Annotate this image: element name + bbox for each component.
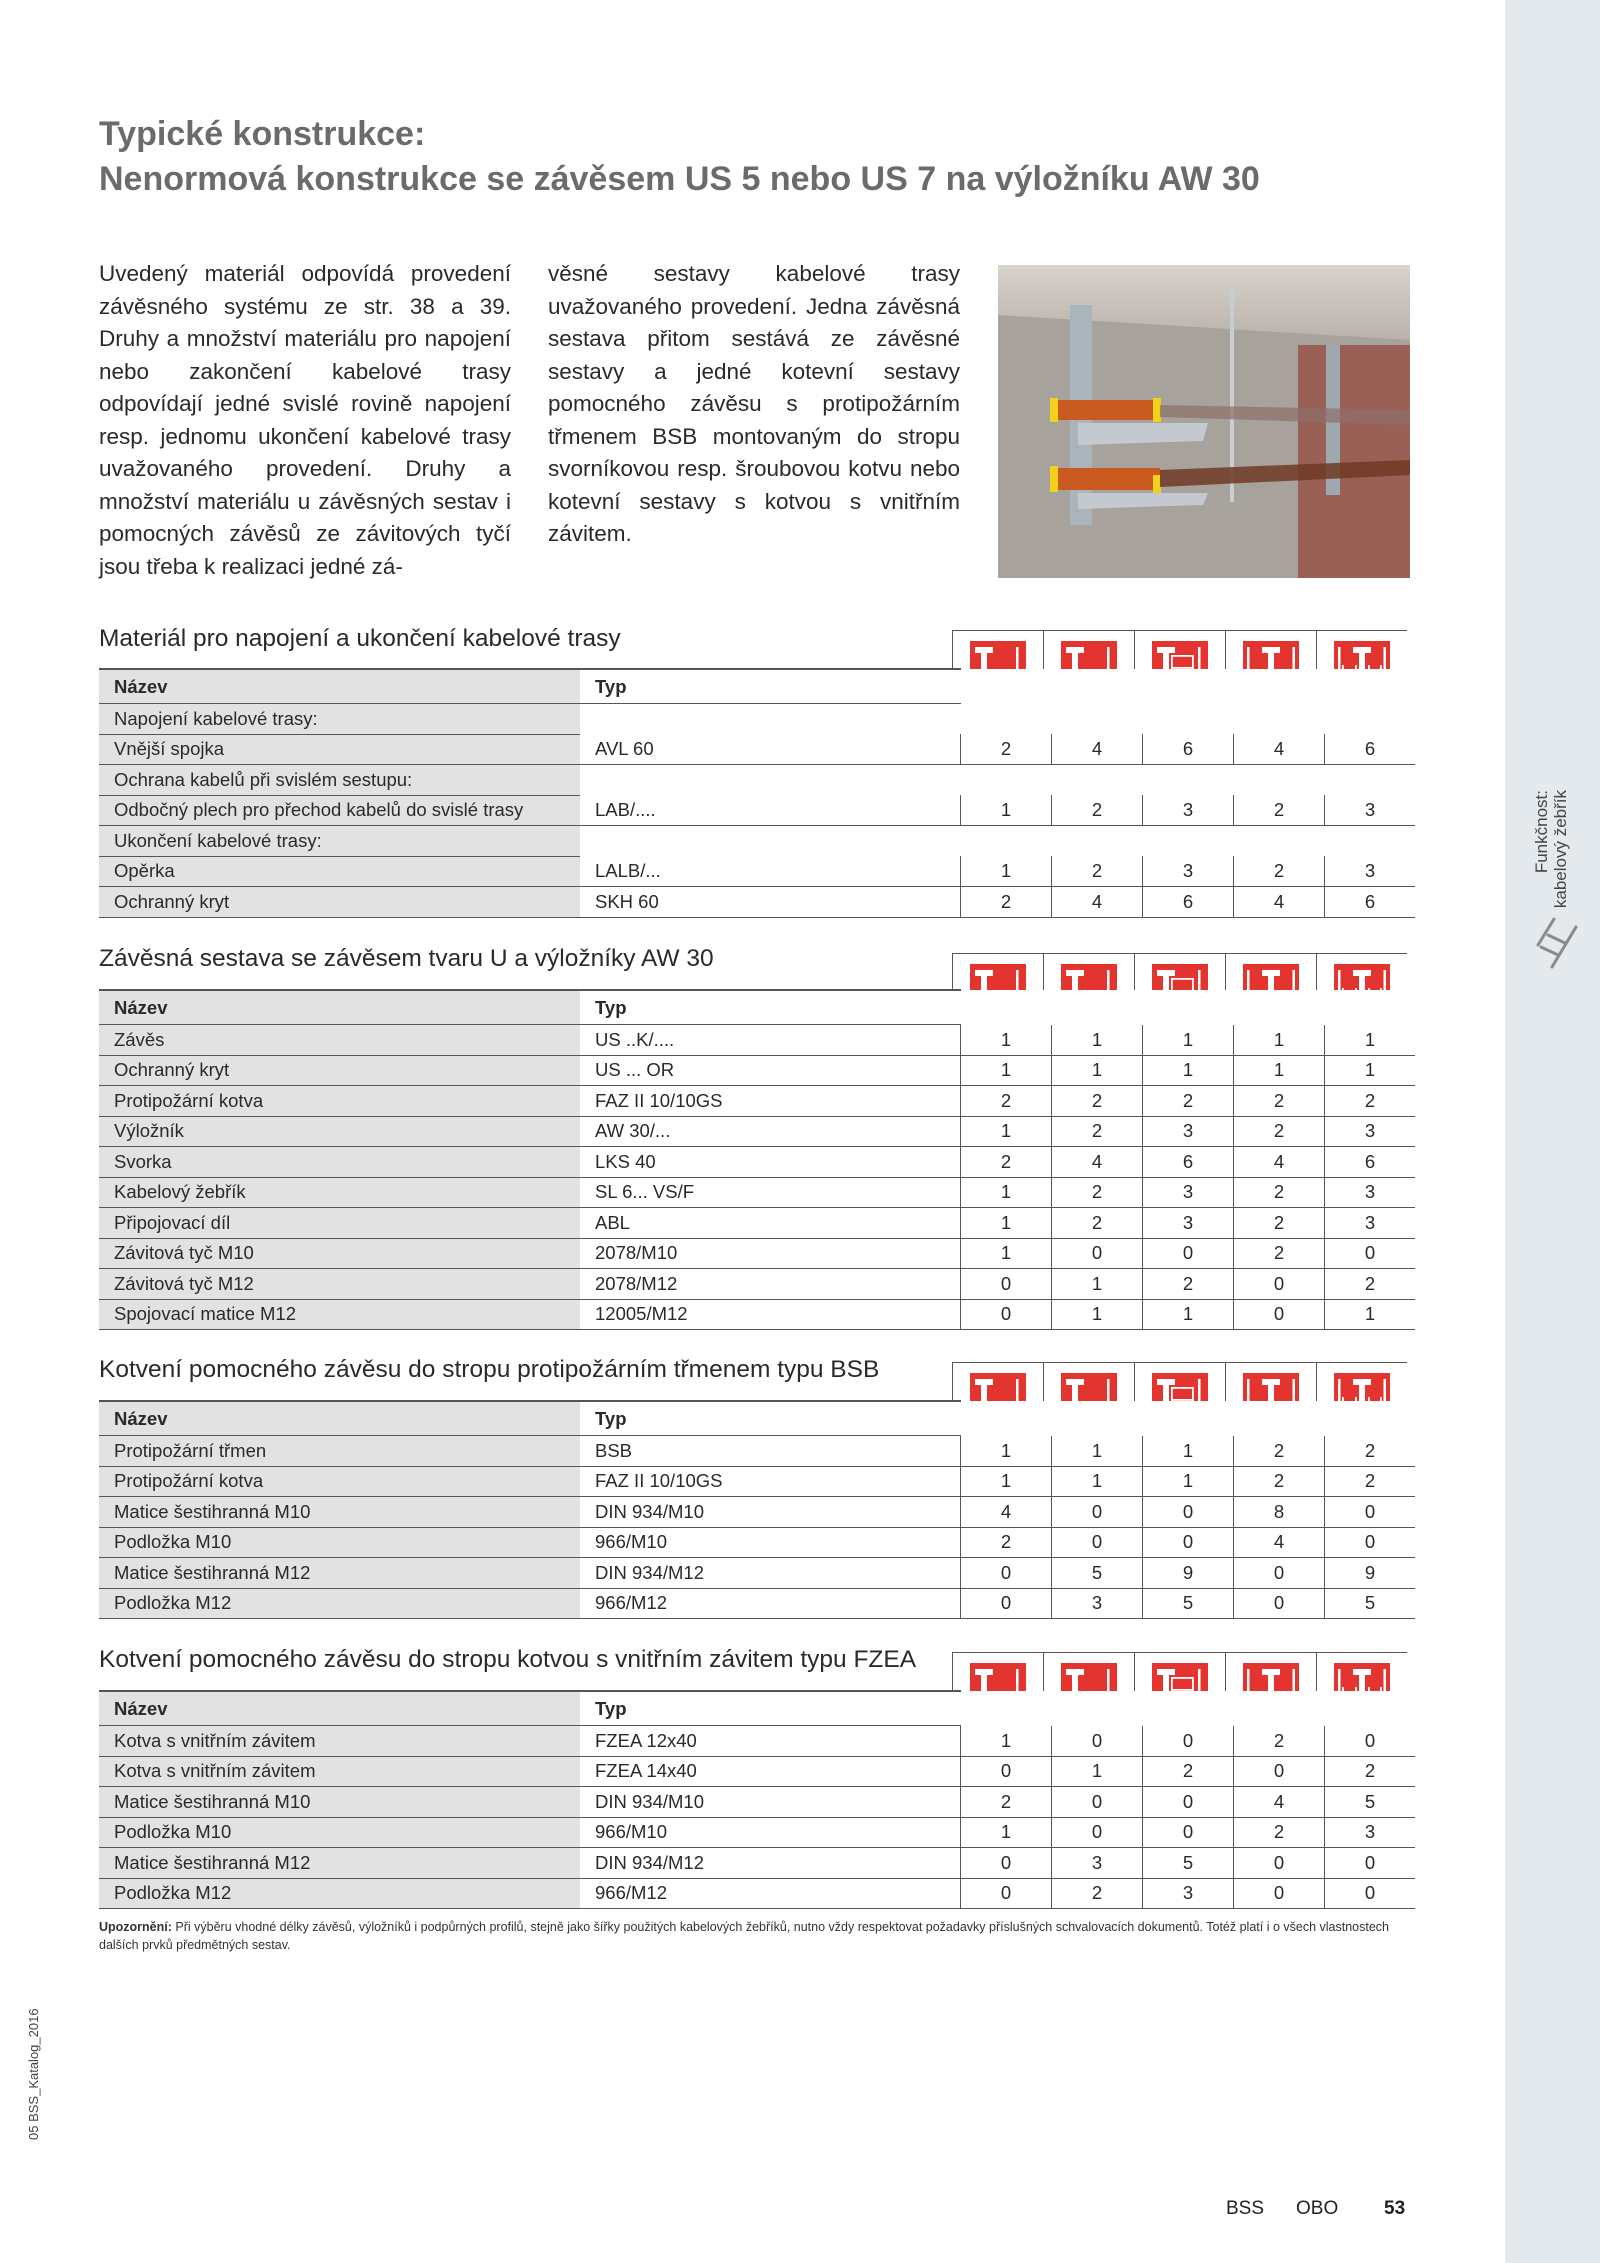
table-row: Opěrka LALB/... 1 2 3 2 3 <box>99 856 1415 887</box>
table-row: Matice šestihranná M10 DIN 934/M10 2 0 0 4 5 <box>99 1787 1415 1818</box>
header-type: Typ <box>580 1401 961 1436</box>
section-title-connection-material: Materiál pro napojení a ukončení kabelové trasy <box>99 625 621 652</box>
catalog-code: 05 BSS_Katalog_2016 <box>26 2008 41 2140</box>
warning-note-label: Upozornění: <box>99 1920 172 1934</box>
table-header-row <box>99 990 1415 1025</box>
table-row: Kabelový žebřík SL 6... VS/F 1 2 3 2 3 <box>99 1177 1415 1208</box>
intro-text-column-1: Uvedený materiál odpovídá provedení závěsného systému ze str. 38 a 39. Druhy a množství materiálu pro napojení nebo zakončení kabelové trasy odpovídají jedné svislé rovině napojení resp. jednomu ukončení kabelové trasy uvažovaného provedení. Druhy a množství materiálu u závěsných sestav i pomocných závěsů ze závitových tyčí jsou třeba k realizaci jedné zá- <box>99 261 511 579</box>
table-row: Matice šestihranná M10 DIN 934/M10 4 0 0 8 0 <box>99 1497 1415 1528</box>
ladder-icon <box>1532 915 1582 971</box>
title-line1: Typické konstrukce: <box>99 115 426 153</box>
table-row: Připojovací díl ABL 1 2 3 2 3 <box>99 1208 1415 1239</box>
table-row: Protipožární třmen BSB 1 1 1 2 2 <box>99 1436 1415 1467</box>
table-row: Kotva s vnitřním závitem FZEA 14x40 0 1 2 0 2 <box>99 1756 1415 1787</box>
table-row-group-heading: Napojení kabelové trasy: <box>99 704 1415 735</box>
table-row: Matice šestihranná M12 DIN 934/M12 0 3 5 0 0 <box>99 1848 1415 1879</box>
right-sidebar-strip <box>1505 0 1600 2263</box>
intro-text-column-2: věsné sestavy kabelové trasy uvažovaného provedení. Jedna závěsná sestava přitom sestává ze závěsné sestavy a jedné kotevní sestavy pomocného závěsu s protipožárním třmenem BSB montovaným do stropu svorníkovou resp. šroubovou kotvu nebo kotevní sestavy s kotvou s vnitřním závitem. <box>548 261 960 546</box>
table-row-group-heading: Ukončení kabelové trasy: <box>99 826 1415 857</box>
table-header-row <box>99 669 1415 704</box>
table-connection-material <box>99 668 1415 918</box>
table-row: Podložka M12 966/M12 0 3 5 0 5 <box>99 1588 1415 1619</box>
warning-note-text: Při výběru vhodné délky závěsů, výložníků i podpůrných profilů, stejně jako šířky použitých kabelových žebříků, nutno vždy respektovat požadavky příslušných schvalovacích dokumentů. Totéž platí i o všech vlastnostech dalších prvků předmětných sestav. <box>99 1920 1389 1952</box>
header-type: Typ <box>580 669 961 704</box>
sidebar-label-line2: kabelový žebřík <box>1551 790 1570 909</box>
table-bsb-anchoring <box>99 1400 1415 1619</box>
table-row: Závitová tyč M10 2078/M10 1 0 0 2 0 <box>99 1238 1415 1269</box>
table-row: Ochranný kryt US ... OR 1 1 1 1 1 <box>99 1055 1415 1086</box>
footer-brand-bss: BSS <box>1226 2198 1265 2219</box>
table-row: Podložka M12 966/M12 0 2 3 0 0 <box>99 1878 1415 1909</box>
table-row: Závěs US ..K/.... 1 1 1 1 1 <box>99 1025 1415 1056</box>
table-fzea-anchoring <box>99 1690 1415 1909</box>
installation-photo <box>998 265 1410 578</box>
table-row: Odbočný plech pro přechod kabelů do svislé trasy LAB/.... 1 2 3 2 3 <box>99 795 1415 826</box>
table-hanger-assembly <box>99 989 1415 1330</box>
table-row: Výložník AW 30/... 1 2 3 2 3 <box>99 1116 1415 1147</box>
header-name: Název <box>99 1401 580 1436</box>
header-name: Název <box>99 1691 580 1726</box>
section-title-fzea-anchoring: Kotvení pomocného závěsu do stropu kotvou s vnitřním závitem typu FZEA <box>99 1646 917 1673</box>
table-row: Kotva s vnitřním závitem FZEA 12x40 1 0 0 2 0 <box>99 1726 1415 1757</box>
installation-photo-illustration <box>998 265 1410 578</box>
table-row-group-heading: Ochrana kabelů při svislém sestupu: <box>99 765 1415 796</box>
table-row: Svorka LKS 40 2 4 6 4 6 <box>99 1147 1415 1178</box>
sidebar-label-line1: Funkčnost: <box>1532 790 1551 874</box>
header-type: Typ <box>580 990 961 1025</box>
footer-brand-obo: OBO <box>1296 2198 1339 2219</box>
section-title-bsb-anchoring: Kotvení pomocného závěsu do stropu protipožárním třmenem typu BSB <box>99 1356 880 1383</box>
table-row: Protipožární kotva FAZ II 10/10GS 2 2 2 2 2 <box>99 1086 1415 1117</box>
table-row: Spojovací matice M12 12005/M12 0 1 1 0 1 <box>99 1299 1415 1330</box>
table-row: Závitová tyč M12 2078/M12 0 1 2 0 2 <box>99 1269 1415 1300</box>
table-header-row <box>99 1401 1415 1436</box>
table-row: Podložka M10 966/M10 1 0 0 2 3 <box>99 1817 1415 1848</box>
header-name: Název <box>99 990 580 1025</box>
warning-note <box>99 1918 1419 1954</box>
table-row: Podložka M10 966/M10 2 0 0 4 0 <box>99 1527 1415 1558</box>
header-type: Typ <box>580 1691 961 1726</box>
table-row: Matice šestihranná M12 DIN 934/M12 0 5 9 0 9 <box>99 1558 1415 1589</box>
table-header-row <box>99 1691 1415 1726</box>
table-row: Vnější spojka AVL 60 2 4 6 4 6 <box>99 734 1415 765</box>
section-title-hanger-assembly: Závěsná sestava se závěsem tvaru U a výložníky AW 30 <box>99 945 714 972</box>
table-row: Protipožární kotva FAZ II 10/10GS 1 1 1 2 2 <box>99 1466 1415 1497</box>
table-row: Ochranný kryt SKH 60 2 4 6 4 6 <box>99 887 1415 918</box>
title-line2: Nenormová konstrukce se závěsem US 5 nebo US 7 na výložníku AW 30 <box>99 160 1260 198</box>
page-title <box>99 112 1260 202</box>
header-name: Název <box>99 669 580 704</box>
page-number: 53 <box>1384 2198 1406 2219</box>
